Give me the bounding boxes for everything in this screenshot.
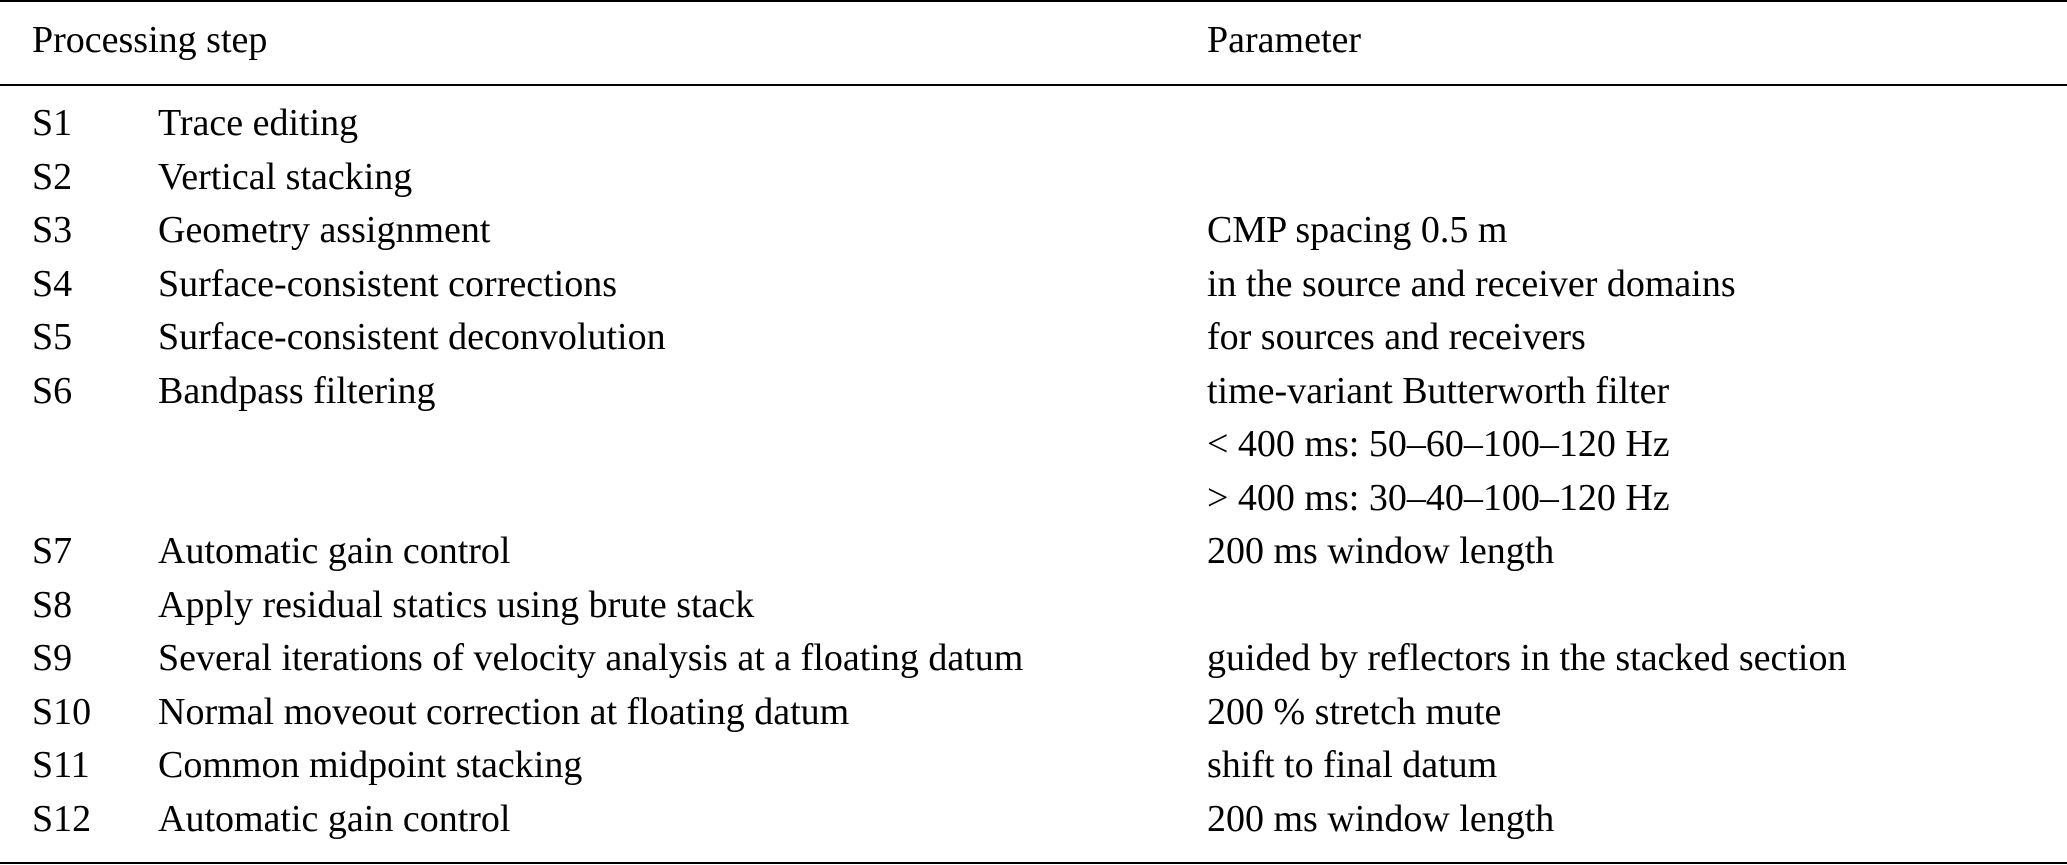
step-name: Bandpass filtering [158, 369, 436, 412]
step-id: S4 [32, 262, 73, 305]
step-name: Vertical stacking [158, 155, 413, 198]
step-name: Geometry assignment [158, 209, 491, 251]
step-name: Automatic gain control [158, 530, 511, 572]
step-parameter: time-variant Butterworth filter [1207, 369, 1670, 412]
step-name: Trace editing [158, 102, 359, 144]
step-id: S3 [32, 209, 73, 251]
step-parameter: guided by reflectors in the stacked section [1207, 637, 1847, 679]
bottom-rule [0, 862, 2067, 864]
step-name: Surface-consistent deconvolution [158, 316, 666, 358]
step-parameter: shift to final datum [1207, 744, 1498, 786]
step-parameter: in the source and receiver domains [1207, 262, 1736, 305]
step-name: Common midpoint stacking [158, 744, 583, 786]
step-id: S1 [32, 102, 73, 144]
step-id: S8 [32, 583, 73, 626]
step-id: S10 [32, 690, 92, 733]
step-name: Surface-consistent corrections [158, 262, 617, 305]
step-parameter: for sources and receivers [1207, 316, 1586, 358]
step-id: S2 [32, 155, 73, 198]
step-parameter: 200 % stretch mute [1207, 690, 1502, 733]
step-id: S6 [32, 369, 73, 412]
step-parameter: > 400 ms: 30–40–100–120 Hz [1207, 476, 1670, 519]
step-id: S12 [32, 797, 92, 840]
step-id: S9 [32, 637, 73, 679]
step-parameter: < 400 ms: 50–60–100–120 Hz [1207, 423, 1670, 465]
step-parameter: 200 ms window length [1207, 797, 1555, 840]
header-parameter: Parameter [1207, 19, 1362, 61]
step-name: Apply residual statics using brute stack [158, 583, 755, 626]
top-rule [0, 0, 2067, 2]
step-name: Normal moveout correction at floating datum [158, 690, 850, 733]
step-parameter: CMP spacing 0.5 m [1207, 209, 1508, 251]
step-name: Automatic gain control [158, 797, 511, 840]
step-id: S5 [32, 316, 73, 358]
step-parameter: 200 ms window length [1207, 530, 1555, 572]
step-id: S7 [32, 530, 73, 572]
header-processing-step: Processing step [32, 19, 268, 61]
step-name: Several iterations of velocity analysis at a floating datum [158, 637, 1024, 679]
header-rule [0, 84, 2067, 86]
step-id: S11 [32, 744, 90, 786]
